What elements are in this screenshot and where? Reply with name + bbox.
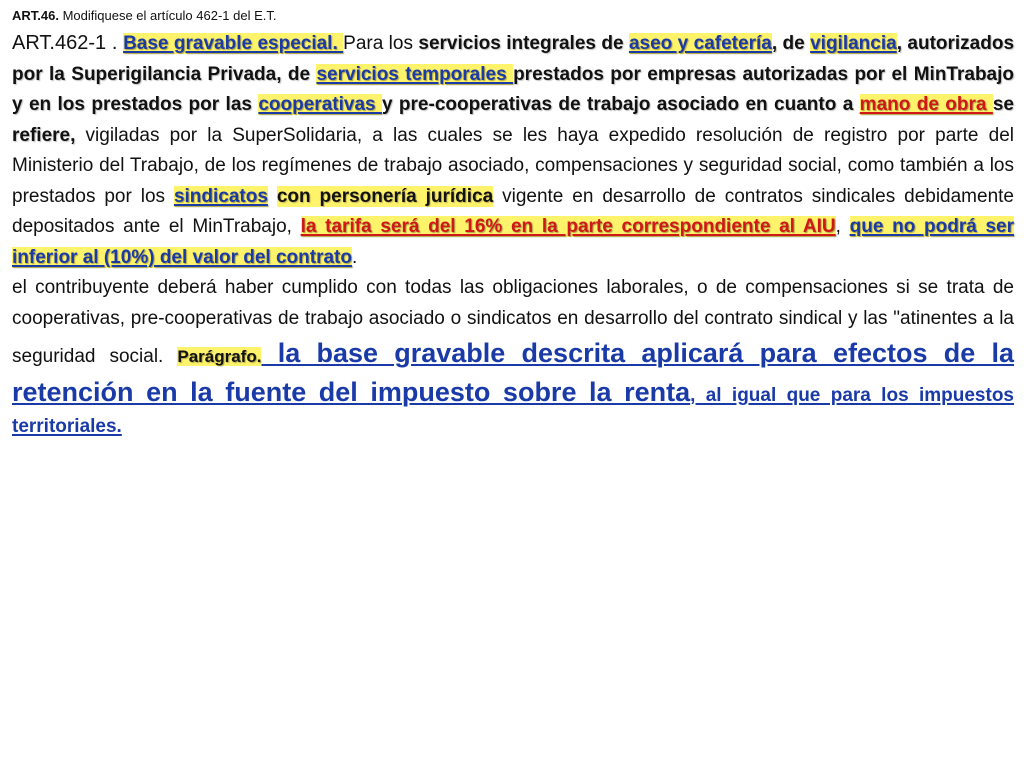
text-comma: , [835,216,850,237]
paragrafo-label: Parágrafo. [177,347,262,366]
bold-pre-cooperativas: y pre-cooperativas de trabajo asociado en cuanto a [381,94,860,115]
highlight-no-inferior: que no podrá ser inferior al (10%) del valor del contrato [12,216,1015,268]
highlight-mano-de-obra: mano de obra [859,94,993,115]
paragraph-main [12,28,1014,273]
text-contribuyente: el contribuyente deberá haber cumplido con todas las obligaciones laborales, o de compensaciones si se trata de cooperativas, pre-cooperativas de trabajo asociado o sindicatos en desarrollo del contrato sindical y las "atinentes a la seguridad social. [12,277,1014,367]
highlight-impuestos-territoriales: , al igual que para los impuestos territoriales. [12,385,1014,437]
text-segment: Para los [343,33,419,54]
text-segment-vigente: vigente en desarrollo de contratos sindicales debidamente depositados ante el MinTrabajo, [12,185,1014,237]
text-space [268,186,277,207]
bold-text-segment: , de [771,33,811,54]
paragraph-contribuyente [12,273,1014,443]
highlight-personeria-juridica: con personería jurídica [276,185,494,207]
highlight-cooperativas: cooperativas [258,94,382,115]
article-header [12,6,1014,26]
article-number: ART.46. [12,8,59,23]
bold-autorizados: , autorizados por la Superigilancia Privada, de [12,33,1015,85]
slide [12,6,1014,443]
article-header-text: Modifiquese el artículo 462-1 del E.T. [58,8,277,23]
highlight-base-gravable-retencion: la base gravable descrita aplicará para efectos de la retención en la fuente del impuesto sobre la renta [12,338,1014,407]
highlight-sindicatos: sindicatos [173,185,268,207]
article-label: ART.462-1 . [12,32,124,54]
text-segment-vigiladas: vigiladas por la SuperSolidaria, a las cuales se les haya expedido resolución de registro por parte del Ministerio del Trabajo, de los regímenes de trabajo asociado, compensaciones y seguridad social, como también a los prestados por los [12,124,1014,207]
bold-prestados: prestados por empresas autorizadas por el MinTrabajo y en los prestados por las [12,63,1015,115]
highlight-tarifa: la tarifa será del 16% en la parte correspondiente al AIU [300,216,836,237]
highlight-aseo-cafeteria: aseo y cafetería [628,33,772,54]
highlight-servicios-temporales: servicios temporales [316,63,514,85]
highlight-vigilancia: vigilancia [810,33,897,54]
bold-se-refiere: se refiere, [12,94,1014,146]
text-period: . [351,246,358,268]
bold-servicios-integrales: servicios integrales de [418,33,629,54]
highlight-base-gravable: Base gravable especial. [123,33,344,54]
